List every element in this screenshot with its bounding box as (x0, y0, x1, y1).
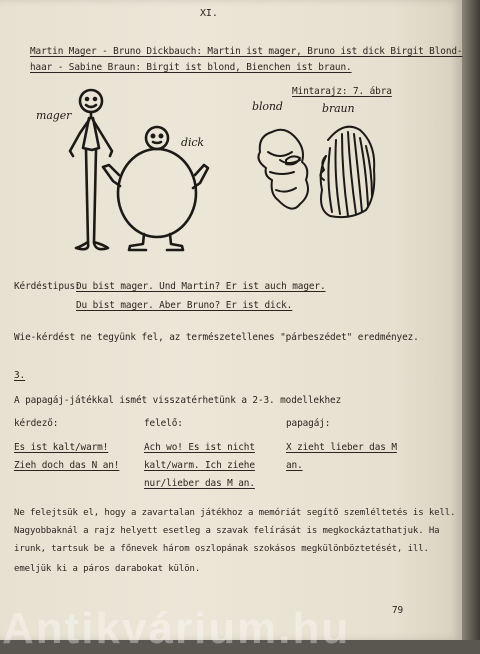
intro-line-2: haar - Sabine Braun: Birgit ist blond, Bienchen ist braun. (30, 62, 352, 73)
closing-line-3: irunk, tartsuk be a főnevek három oszlopának szokásos megkülönböztetését, ill. (14, 544, 429, 554)
section-number: 3. (14, 370, 26, 381)
section-intro: A papagáj-játékkal ismét visszatérhetünk a 2-3. modellekhez (14, 395, 342, 406)
questioner-line-2: Zieh doch das N an! (14, 460, 120, 471)
figure-caption: Mintarajz: 7. ábra (292, 86, 392, 97)
closing-line-2: Nagyobbaknál a rajz helyett esetleg a szavak felírását is megkockáztathatjuk. Ha (14, 526, 440, 536)
question-type-line-1: Du bist mager. Und Martin? Er ist auch mager. (76, 281, 326, 292)
watermark-logo: Antikvárium.hu (2, 604, 351, 653)
column-header-parrot: papagáj: (286, 418, 331, 429)
label-mager: mager (36, 109, 72, 122)
closing-line-1: Ne felejtsük el, hogy a zavartalan játékhoz a memóriát segítő szemléltetés is kell. (14, 508, 456, 518)
fat-figure-drawing (103, 127, 208, 250)
brown-hair-drawing (320, 127, 374, 217)
label-dick: dick (181, 136, 204, 149)
column-header-answerer: felelő: (144, 418, 183, 429)
questioner-line-1: Es ist kalt/warm! (14, 442, 109, 453)
question-type-line-2: Du bist mager. Aber Bruno? Er ist dick. (76, 300, 293, 311)
wie-question-note: Wie-kérdést ne tegyünk fel, az természetellenes "párbeszédet" eredményez. (14, 332, 419, 343)
column-header-questioner: kérdező: (14, 418, 59, 429)
answerer-line-1: Ach wo! Es ist nicht (144, 442, 255, 453)
label-blond: blond (252, 100, 283, 113)
intro-line-1: Martin Mager - Bruno Dickbauch: Martin ist mager, Bruno ist dick Birgit Blond- (30, 46, 463, 57)
closing-line-4: emeljük ki a páros darabokat külön. (14, 564, 201, 574)
chapter-number: XI. (200, 8, 218, 19)
page-number: 79 (392, 605, 404, 616)
parrot-line-1: X zieht lieber das M (286, 442, 397, 453)
answerer-line-2: kalt/warm. Ich ziehe (144, 460, 255, 471)
label-braun: braun (322, 102, 355, 115)
blond-head-drawing (258, 130, 308, 209)
parrot-line-2: an. (286, 460, 303, 471)
question-type-label: Kérdéstipus: (14, 281, 81, 292)
answerer-line-3: nur/lieber das M an. (144, 478, 255, 489)
